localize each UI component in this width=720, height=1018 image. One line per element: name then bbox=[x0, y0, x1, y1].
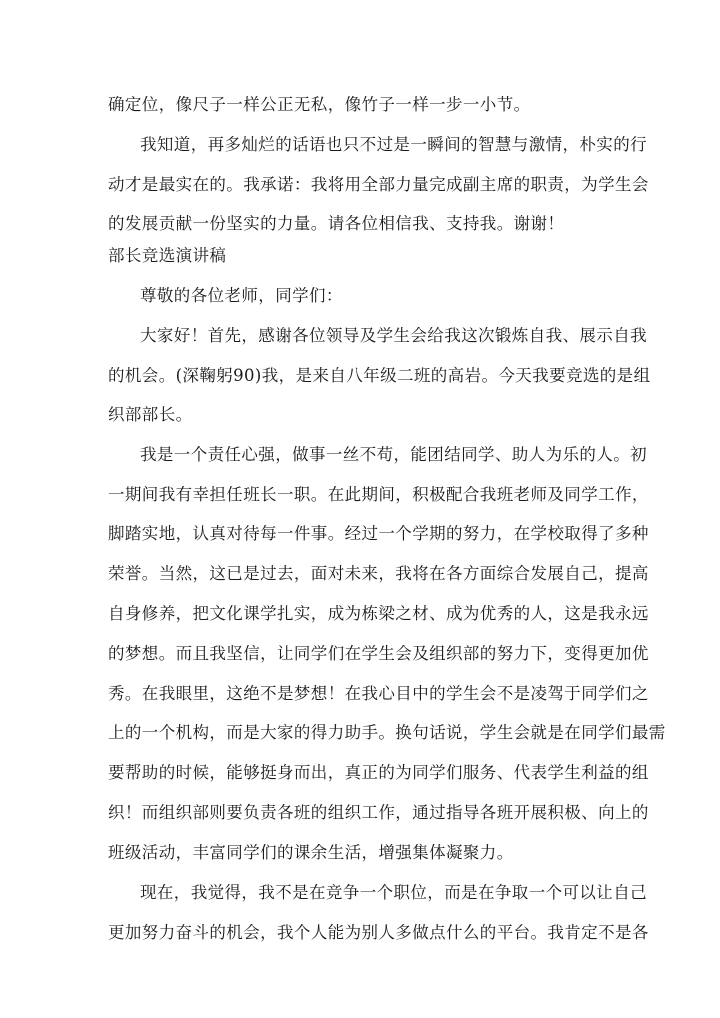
paragraph-line: 上的一个机构，而是大家的得力助手。换句话说，学生会就是在同学们最需 bbox=[108, 723, 666, 742]
paragraph-line: 现在，我觉得，我不是在竞争一个职位，而是在争取一个可以让自己 bbox=[140, 883, 647, 902]
paragraph-line: 动才是最实在的。我承诺：我将用全部力量完成副主席的职责，为学生会 bbox=[108, 175, 649, 194]
paragraph-line: 更加努力奋斗的机会，我个人能为别人多做点什么的平台。我肯定不是各 bbox=[108, 923, 649, 942]
paragraph-line: 的梦想。而且我坚信，让同学们在学生会及组织部的努力下，变得更加优 bbox=[108, 644, 649, 663]
section-title: 部长竞选演讲稿 bbox=[108, 246, 227, 265]
paragraph-line: 织！而组织部则要负责各班的组织工作，通过指导各班开展积极、向上的 bbox=[108, 803, 649, 822]
paragraph-line: 班级活动，丰富同学们的课余生活，增强集体凝聚力。 bbox=[108, 843, 514, 862]
paragraph-line: 秀。在我眼里，这绝不是梦想！在我心目中的学生会不是凌驾于同学们之 bbox=[108, 684, 649, 703]
paragraph-line: 的机会。(深鞠躬90)我，是来自八年级二班的高岩。今天我要竞选的是组 bbox=[108, 366, 651, 385]
paragraph-line: 要帮助的时候，能够挺身而出，真正的为同学们服务、代表学生利益的组 bbox=[108, 763, 649, 782]
paragraph-line: 自身修养，把文化课学扎实，成为栋梁之材、成为优秀的人，这是我永远 bbox=[108, 604, 649, 623]
paragraph-line: 一期间我有幸担任班长一职。在此期间，积极配合我班老师及同学工作， bbox=[108, 485, 649, 504]
paragraph-line: 我是一个责任心强，做事一丝不苟，能团结同学、助人为乐的人。初 bbox=[140, 445, 647, 464]
paragraph-line: 的发展贡献一份坚实的力量。请各位相信我、支持我。谢谢！ bbox=[108, 214, 565, 233]
greeting: 尊敬的各位老师，同学们： bbox=[140, 286, 343, 305]
paragraph-line: 脚踏实地，认真对待每一件事。经过一个学期的努力，在学校取得了多种 bbox=[108, 524, 649, 543]
paragraph-line: 我知道，再多灿烂的话语也只不过是一瞬间的智慧与激情，朴实的行 bbox=[140, 135, 647, 154]
paragraph-line: 确定位，像尺子一样公正无私，像竹子一样一步一小节。 bbox=[108, 95, 531, 114]
paragraph-line: 大家好！首先，感谢各位领导及学生会给我这次锻炼自我、展示自我 bbox=[140, 326, 647, 345]
paragraph-line: 荣誉。当然，这已是过去，面对未来，我将在各方面综合发展自己，提高 bbox=[108, 564, 649, 583]
paragraph-line: 织部部长。 bbox=[108, 405, 193, 424]
